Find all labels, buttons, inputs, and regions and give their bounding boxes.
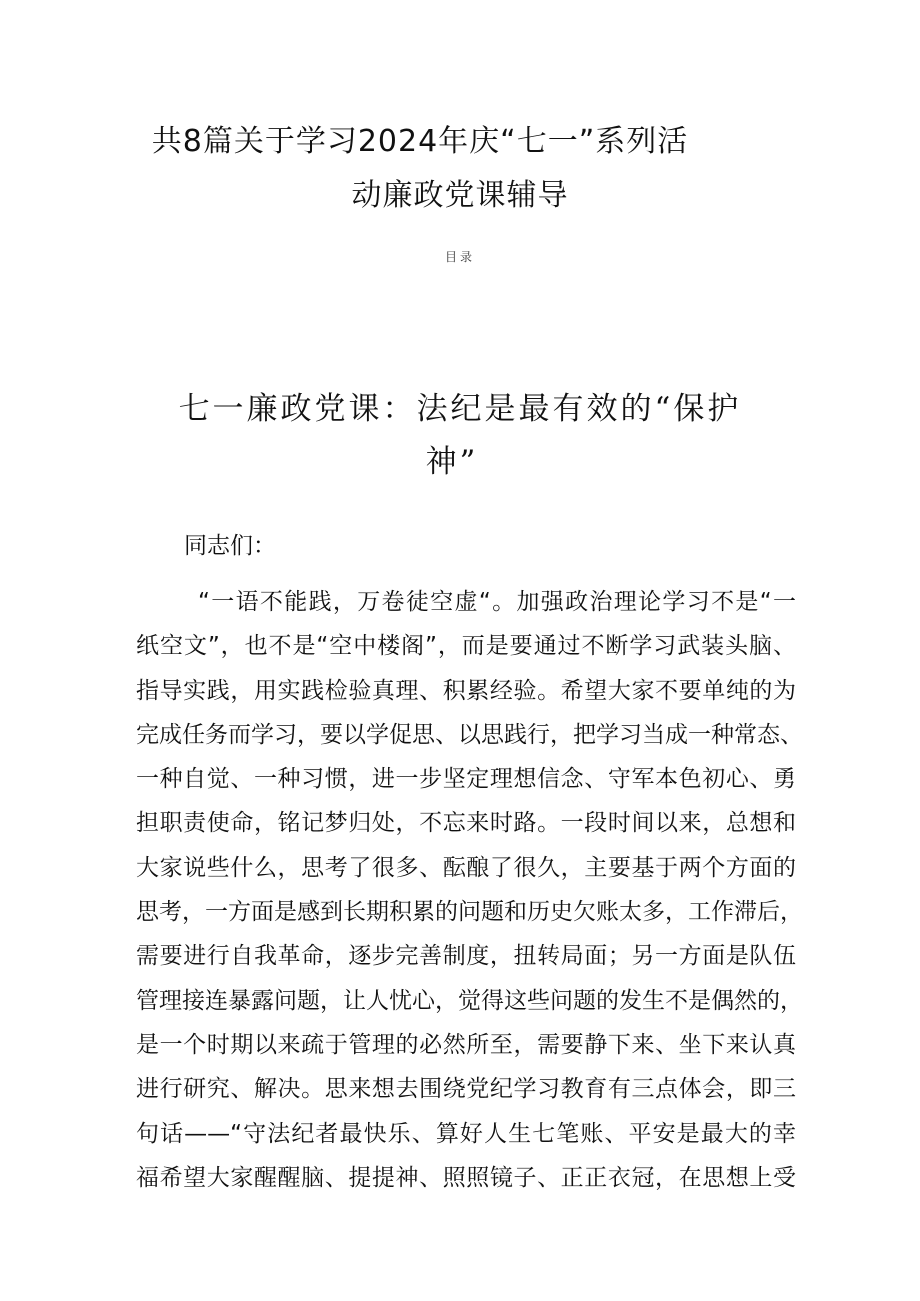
- body-paragraph: [136, 580, 803, 1200]
- body-line: 思考，一方面是感到长期积累的问题和历史欠账太多，工作滞后，: [136, 899, 803, 926]
- document-title-line-2: 动廉政党课辅导: [351, 178, 569, 213]
- body-line: “一语不能践，万卷徒空虚“。加强政治理论学习不是“一: [198, 589, 796, 615]
- body-line: 完成任务而学习，要以学促思、以思践行，把学习当成一种常态、: [136, 721, 803, 748]
- section-title-line-1: 七一廉政党课：法纪是最有效的“保护: [178, 391, 742, 427]
- table-of-contents-label: 目录: [444, 250, 475, 264]
- body-line: 是一个时期以来疏于管理的必然所至，需要静下来、坐下来认真: [136, 1031, 796, 1058]
- body-line: 纸空文”，也不是“空中楼阁”，而是要通过不断学习武装头脑、: [136, 633, 796, 660]
- body-line: 福希望大家醒醒脑、提提神、照照镜子、正正衣冠，在思想上受: [136, 1164, 796, 1191]
- body-line: 担职责使命，铭记梦归处，不忘来时路。一段时间以来，总想和: [136, 810, 796, 837]
- body-line: 管理接连暴露问题，让人忧心，觉得这些问题的发生不是偶然的，: [136, 987, 803, 1014]
- section-title-line-2: 神”: [425, 444, 479, 480]
- body-line: 大家说些什么，思考了很多、酝酿了很久，主要基于两个方面的: [136, 854, 796, 881]
- body-line: 需要进行自我革命，逐步完善制度，扭转局面；另一方面是队伍: [136, 943, 796, 970]
- salutation: 同志们：: [184, 533, 276, 559]
- body-line: 一种自觉、一种习惯，进一步坚定理想信念、守军本色初心、勇: [136, 766, 796, 793]
- body-line: 句话——“守法纪者最快乐、算好人生七笔账、平安是最大的幸: [136, 1120, 796, 1147]
- document-title-line-1: 共8篇关于学习2024年庆“七一”系列活: [151, 124, 689, 159]
- body-line: 进行研究、解决。思来想去围绕党纪学习教育有三点体会，即三: [136, 1076, 796, 1103]
- body-line: 指导实践，用实践检验真理、积累经验。希望大家不要单纯的为: [136, 677, 796, 704]
